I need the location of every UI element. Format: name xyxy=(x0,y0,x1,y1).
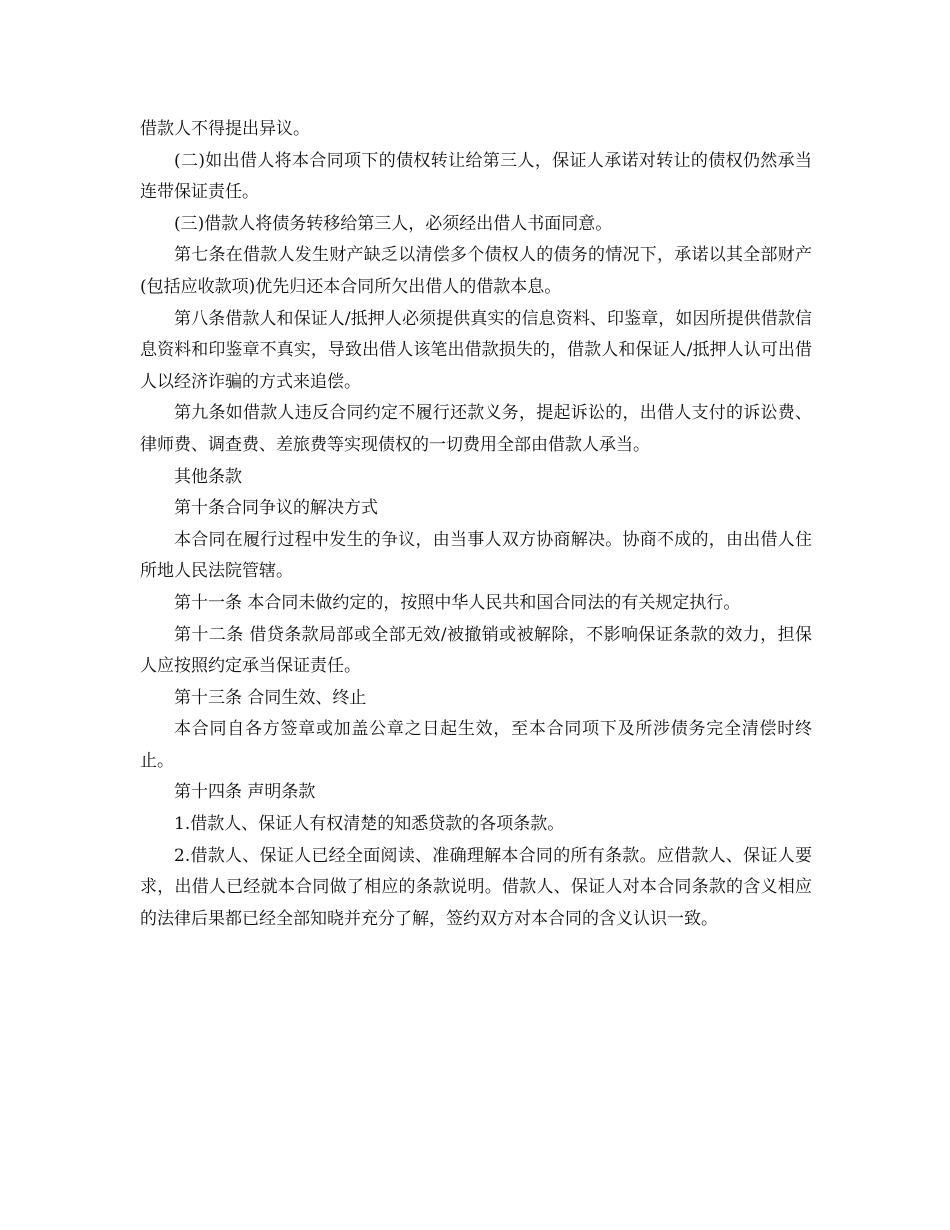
paragraph-article-12: 第十二条 借贷条款局部或全部无效/被撤销或被解除，不影响保证条款的效力，担保人应按照约定承当保证责任。 xyxy=(140,624,812,677)
document-body xyxy=(140,114,812,935)
paragraph-article-8: 第八条借款人和保证人/抵押人必须提供真实的信息资料、印鉴章，如因所提供借款信息资料和印鉴章不真实，导致出借人该笔出借款损失的，借款人和保证人/抵押人认可出借人以经济诈骗的方式来追偿。 xyxy=(140,308,812,392)
paragraph-article-14-1: 1.借款人、保证人有权清楚的知悉贷款的各项条款。 xyxy=(174,814,565,835)
paragraph-article-9: 第九条如借款人违反合同约定不履行还款义务，提起诉讼的，出借人支付的诉讼费、律师费、调查费、差旅费等实现债权的一切费用全部由借款人承当。 xyxy=(140,403,812,455)
paragraph-article-13: 本合同自各方签章或加盖公章之日起生效，至本合同项下及所涉债务完全清偿时终止。 xyxy=(140,719,812,771)
paragraph-clause-6-2: (二)如出借人将本合同项下的债权转让给第三人，保证人承诺对转让的债权仍然承当连带保证责任。 xyxy=(140,150,812,203)
paragraph-article-10: 本合同在履行过程中发生的争议，由当事人双方协商解决。协商不成的，由出借人住所地人民法院管辖。 xyxy=(140,529,812,582)
heading-article-14: 第十四条 声明条款 xyxy=(174,782,316,803)
paragraph-article-14-2: 2.借款人、保证人已经全面阅读、准确理解本合同的所有条款。应借款人、保证人要求，出借人已经就本合同做了相应的条款说明。借款人、保证人对本合同条款的含义相应的法律后果都已经全部知晓并充分了解，签约双方对本合同的含义认识一致。 xyxy=(140,845,812,929)
heading-article-10: 第十条合同争议的解决方式 xyxy=(174,498,378,519)
paragraph-clause-6-3: (三)借款人将债务转移给第三人，必须经出借人书面同意。 xyxy=(174,213,613,234)
heading-article-13: 第十三条 合同生效、终止 xyxy=(174,687,367,708)
paragraph-article-11: 第十一条 本合同未做约定的，按照中华人民共和国合同法的有关规定执行。 xyxy=(174,592,741,613)
paragraph-article-7: 第七条在借款人发生财产缺乏以清偿多个债权人的债务的情况下，承诺以其全部财产(包括应收款项)优先归还本合同所欠出借人的借款本息。 xyxy=(140,245,812,297)
section-heading-other-terms: 其他条款 xyxy=(174,466,242,487)
paragraph-continuation: 借款人不得提出异议。 xyxy=(140,119,310,139)
